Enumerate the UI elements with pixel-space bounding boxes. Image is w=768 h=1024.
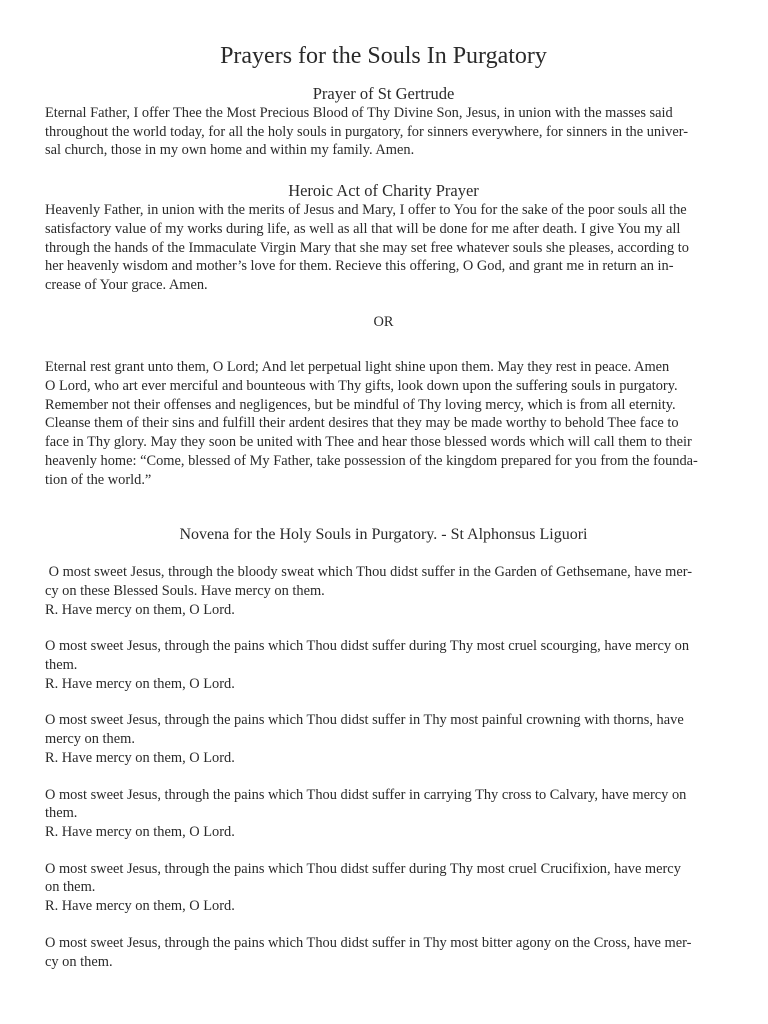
text-line: on them. — [45, 879, 96, 896]
heroic-act-prayer-text — [45, 201, 722, 295]
text-line: Eternal rest grant unto them, O Lord; And let perpetual light shine upon them. May they rest in peace. Amen — [45, 359, 670, 376]
text-line: O most sweet Jesus, through the pains which Thou didst suffer in carrying Thy cross to Calvary, have mercy on — [45, 786, 687, 803]
novena-response: R. Have mercy on them, O Lord. — [45, 675, 235, 692]
text-line: O most sweet Jesus, through the pains which Thou didst suffer during Thy most cruel Crucifixion, have mercy — [45, 860, 681, 877]
novena-response: R. Have mercy on them, O Lord. — [45, 601, 235, 618]
novena-item — [45, 860, 722, 916]
text-line: face in Thy glory. May they soon be united with Thee and hear those blessed words which will call them to their — [45, 434, 692, 451]
text-line: O most sweet Jesus, through the pains which Thou didst suffer in Thy most painful crowning with thorns, have — [45, 712, 684, 729]
novena-item — [45, 711, 722, 767]
text-line: them. — [45, 657, 78, 674]
text-line: them. — [45, 805, 78, 822]
eternal-rest-prayer-text — [45, 358, 722, 489]
text-line: her heavenly wisdom and mother’s love for them. Recieve this offering, O God, and grant me in return an in- — [45, 258, 674, 275]
text-line: O Lord, who art ever merciful and bounteous with Thy gifts, look down upon the suffering souls in purgatory. — [45, 378, 678, 395]
novena-item — [45, 563, 722, 619]
text-line: Heavenly Father, in union with the merits of Jesus and Mary, I offer to You for the sake of the poor souls all the — [45, 202, 687, 219]
text-line: sal church, those in my own home and within my family. Amen. — [45, 142, 415, 159]
text-line: Eternal Father, I offer Thee the Most Precious Blood of Thy Divine Son, Jesus, in union with the masses said — [45, 105, 673, 121]
text-line: O most sweet Jesus, through the pains which Thou didst suffer in Thy most bitter agony on the Cross, have mer- — [45, 934, 692, 951]
text-line: satisfactory value of my works during life, as well as all that will be done for me after death. I give You my all — [45, 220, 681, 237]
text-line: Cleanse them of their sins and fulfill their ardent desires that they may be made worthy to behold Thee face to — [45, 415, 679, 432]
text-line: through the hands of the Immaculate Virgin Mary that she may set free whatever souls she pleases, according to — [45, 239, 689, 256]
text-line: heavenly home: “Come, blessed of My Father, take possession of the kingdom prepared for you from the founda- — [45, 452, 698, 469]
novena-response: R. Have mercy on them, O Lord. — [45, 898, 235, 915]
section-heading-st-gertrude: Prayer of St Gertrude — [312, 84, 455, 103]
st-gertrude-prayer-text — [45, 104, 722, 160]
text-line: O most sweet Jesus, through the bloody sweat which Thou didst suffer in the Garden of Gethsemane, have mer- — [45, 564, 693, 581]
text-line: O most sweet Jesus, through the pains which Thou didst suffer during Thy most cruel scourging, have mercy on — [45, 638, 690, 655]
text-line: Remember not their offenses and negligences, but be mindful of Thy loving mercy, which is from all eternity. — [45, 396, 676, 413]
text-line: cy on these Blessed Souls. Have mercy on them. — [45, 582, 325, 599]
novena-response: R. Have mercy on them, O Lord. — [45, 823, 235, 840]
section-heading-novena: Novena for the Holy Souls in Purgatory. - St Alphonsus Liguori — [179, 526, 588, 544]
text-line: throughout the world today, for all the holy souls in purgatory, for sinners everywhere, for sinners in the univer- — [45, 123, 689, 140]
text-line: mercy on them. — [45, 731, 135, 748]
section-heading-heroic-act: Heroic Act of Charity Prayer — [288, 181, 479, 201]
text-line: crease of Your grace. Amen. — [45, 276, 208, 293]
novena-item — [45, 786, 722, 842]
text-line: tion of the world.” — [45, 471, 152, 488]
novena-item — [45, 934, 722, 971]
document-title: Prayers for the Souls In Purgatory — [220, 43, 547, 69]
novena-item — [45, 637, 722, 693]
text-line: cy on them. — [45, 953, 113, 970]
or-separator: OR — [373, 313, 394, 330]
novena-response: R. Have mercy on them, O Lord. — [45, 749, 235, 766]
